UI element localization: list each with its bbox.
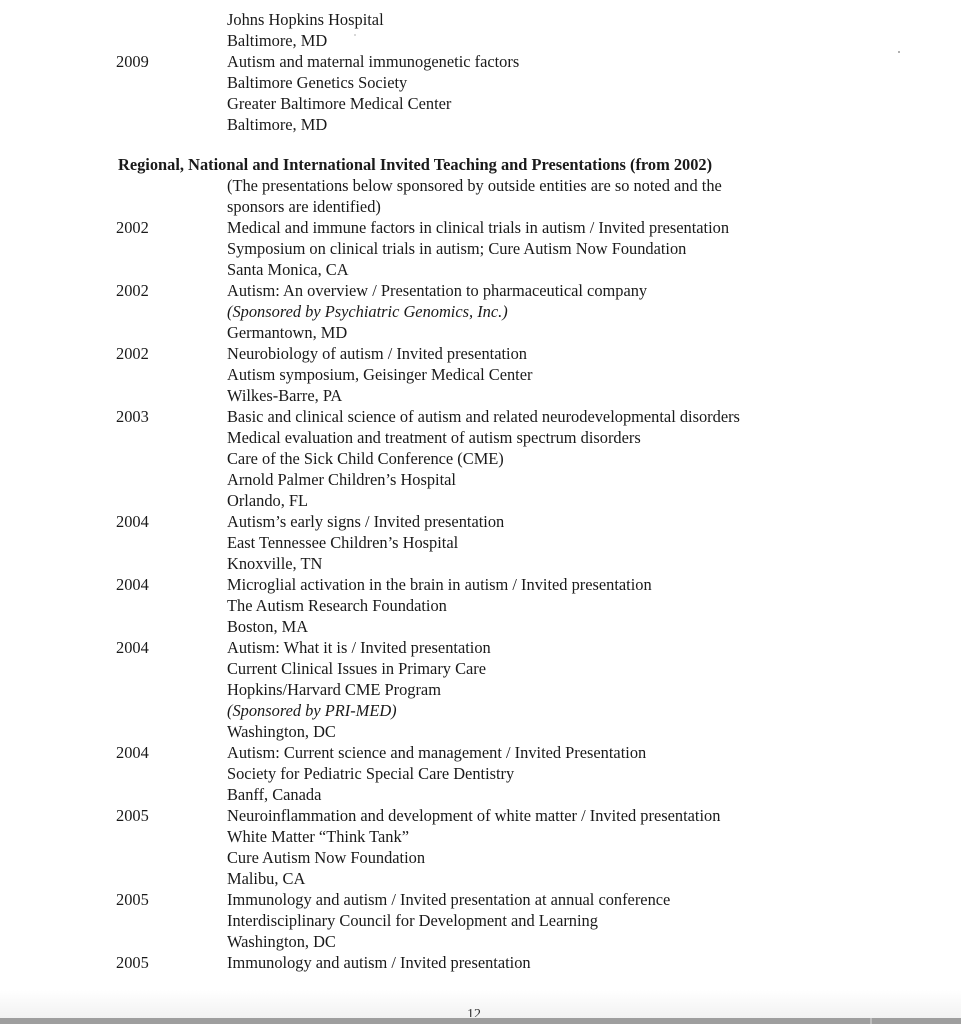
entry-details xyxy=(227,9,961,51)
entry-year: 2005 xyxy=(116,806,149,825)
entry-line: Santa Monica, CA xyxy=(227,260,349,279)
entry-line: Cure Autism Now Foundation xyxy=(227,848,426,867)
entry-year: 2004 xyxy=(116,512,149,531)
entry-line: Autism: An overview / Presentation to pharmaceutical company xyxy=(227,281,648,300)
entry-year: 2002 xyxy=(116,281,149,300)
scan-speck xyxy=(354,34,356,36)
cv-entry xyxy=(0,9,961,51)
entry-year: 2004 xyxy=(116,638,149,657)
cv-entry xyxy=(0,889,961,952)
entry-line: Washington, DC xyxy=(227,722,336,741)
entry-line: Neuroinflammation and development of white matter / Invited presentation xyxy=(227,806,721,825)
entry-details xyxy=(227,805,961,889)
entry-details xyxy=(227,406,961,511)
cv-entry xyxy=(0,51,961,135)
cv-entries xyxy=(0,9,961,973)
entry-line: Washington, DC xyxy=(227,932,336,951)
cv-entry xyxy=(0,574,961,637)
entry-line: Immunology and autism / Invited presentation at annual conference xyxy=(227,890,671,909)
entry-line: Symposium on clinical trials in autism; Cure Autism Now Foundation xyxy=(227,239,687,258)
cv-entry xyxy=(0,280,961,343)
cv-entry xyxy=(0,217,961,280)
cv-entry xyxy=(0,406,961,511)
entry-year: 2009 xyxy=(116,52,149,71)
entry-line: Medical and immune factors in clinical trials in autism / Invited presentation xyxy=(227,218,730,237)
entry-line: Johns Hopkins Hospital xyxy=(227,10,384,29)
entry-line: Orlando, FL xyxy=(227,491,309,510)
entry-line: Boston, MA xyxy=(227,617,309,636)
intro-line: (The presentations below sponsored by outside entities are so noted and the xyxy=(227,176,722,195)
entry-line: Baltimore, MD xyxy=(227,115,328,134)
intro-line: sponsors are identified) xyxy=(227,197,381,216)
entry-line: Germantown, MD xyxy=(227,323,348,342)
entry-line: Microglial activation in the brain in autism / Invited presentation xyxy=(227,575,652,594)
entry-year: 2003 xyxy=(116,407,149,426)
entry-line: Knoxville, TN xyxy=(227,554,323,573)
entry-year: 2002 xyxy=(116,344,149,363)
section-intro xyxy=(227,175,961,217)
entry-year: 2002 xyxy=(116,218,149,237)
entry-line: Malibu, CA xyxy=(227,869,306,888)
entry-year: 2004 xyxy=(116,743,149,762)
entry-line: Baltimore Genetics Society xyxy=(227,73,408,92)
cv-entry xyxy=(0,343,961,406)
entry-line: Interdisciplinary Council for Development and Learning xyxy=(227,911,598,930)
entry-line: Care of the Sick Child Conference (CME) xyxy=(227,449,504,468)
cv-entry xyxy=(0,805,961,889)
entry-year: 2005 xyxy=(116,890,149,909)
entry-line: Autism symposium, Geisinger Medical Center xyxy=(227,365,533,384)
entry-details xyxy=(227,574,961,637)
entry-details xyxy=(227,217,961,280)
sponsor-note: (Sponsored by Psychiatric Genomics, Inc.) xyxy=(227,302,508,321)
section-heading: Regional, National and International Invited Teaching and Presentations (from 2002) xyxy=(118,155,713,174)
scan-speck xyxy=(898,51,900,53)
entry-details xyxy=(227,343,961,406)
entry-line: Medical evaluation and treatment of autism spectrum disorders xyxy=(227,428,641,447)
entry-line: Basic and clinical science of autism and related neurodevelopmental disorders xyxy=(227,407,740,426)
entry-line: East Tennessee Children’s Hospital xyxy=(227,533,459,552)
entry-details xyxy=(227,889,961,952)
entry-line: The Autism Research Foundation xyxy=(227,596,447,615)
cv-entry xyxy=(0,742,961,805)
cv-entry xyxy=(0,637,961,742)
entry-line: Hopkins/Harvard CME Program xyxy=(227,680,441,699)
entry-line: Arnold Palmer Children’s Hospital xyxy=(227,470,456,489)
entry-line: Greater Baltimore Medical Center xyxy=(227,94,452,113)
entry-details xyxy=(227,280,961,343)
entry-line: Society for Pediatric Special Care Dentistry xyxy=(227,764,515,783)
entry-details xyxy=(227,637,961,742)
entry-details xyxy=(227,742,961,805)
entry-line: Banff, Canada xyxy=(227,785,322,804)
entry-year: 2005 xyxy=(116,953,149,972)
entry-line: Autism: Current science and management / Invited Presentation xyxy=(227,743,647,762)
page-number: 12 xyxy=(467,1008,481,1017)
viewer-bottom-bar-divider xyxy=(870,1018,872,1024)
entry-line: Baltimore, MD xyxy=(227,31,328,50)
cv-entry xyxy=(0,511,961,574)
entry-line: Wilkes-Barre, PA xyxy=(227,386,343,405)
entry-line: Neurobiology of autism / Invited presentation xyxy=(227,344,527,363)
entry-details xyxy=(227,511,961,574)
entry-line: Autism: What it is / Invited presentation xyxy=(227,638,491,657)
entry-line: Autism’s early signs / Invited presentation xyxy=(227,512,505,531)
viewer-bottom-bar xyxy=(0,1018,961,1024)
entry-line: Autism and maternal immunogenetic factors xyxy=(227,52,520,71)
entry-line: Current Clinical Issues in Primary Care xyxy=(227,659,487,678)
entry-details xyxy=(227,952,961,973)
entry-details xyxy=(227,51,961,135)
entry-line: Immunology and autism / Invited presentation xyxy=(227,953,531,972)
entry-line: White Matter “Think Tank” xyxy=(227,827,409,846)
cv-entry xyxy=(0,952,961,973)
sponsor-note: (Sponsored by PRI-MED) xyxy=(227,701,397,720)
entry-year: 2004 xyxy=(116,575,149,594)
